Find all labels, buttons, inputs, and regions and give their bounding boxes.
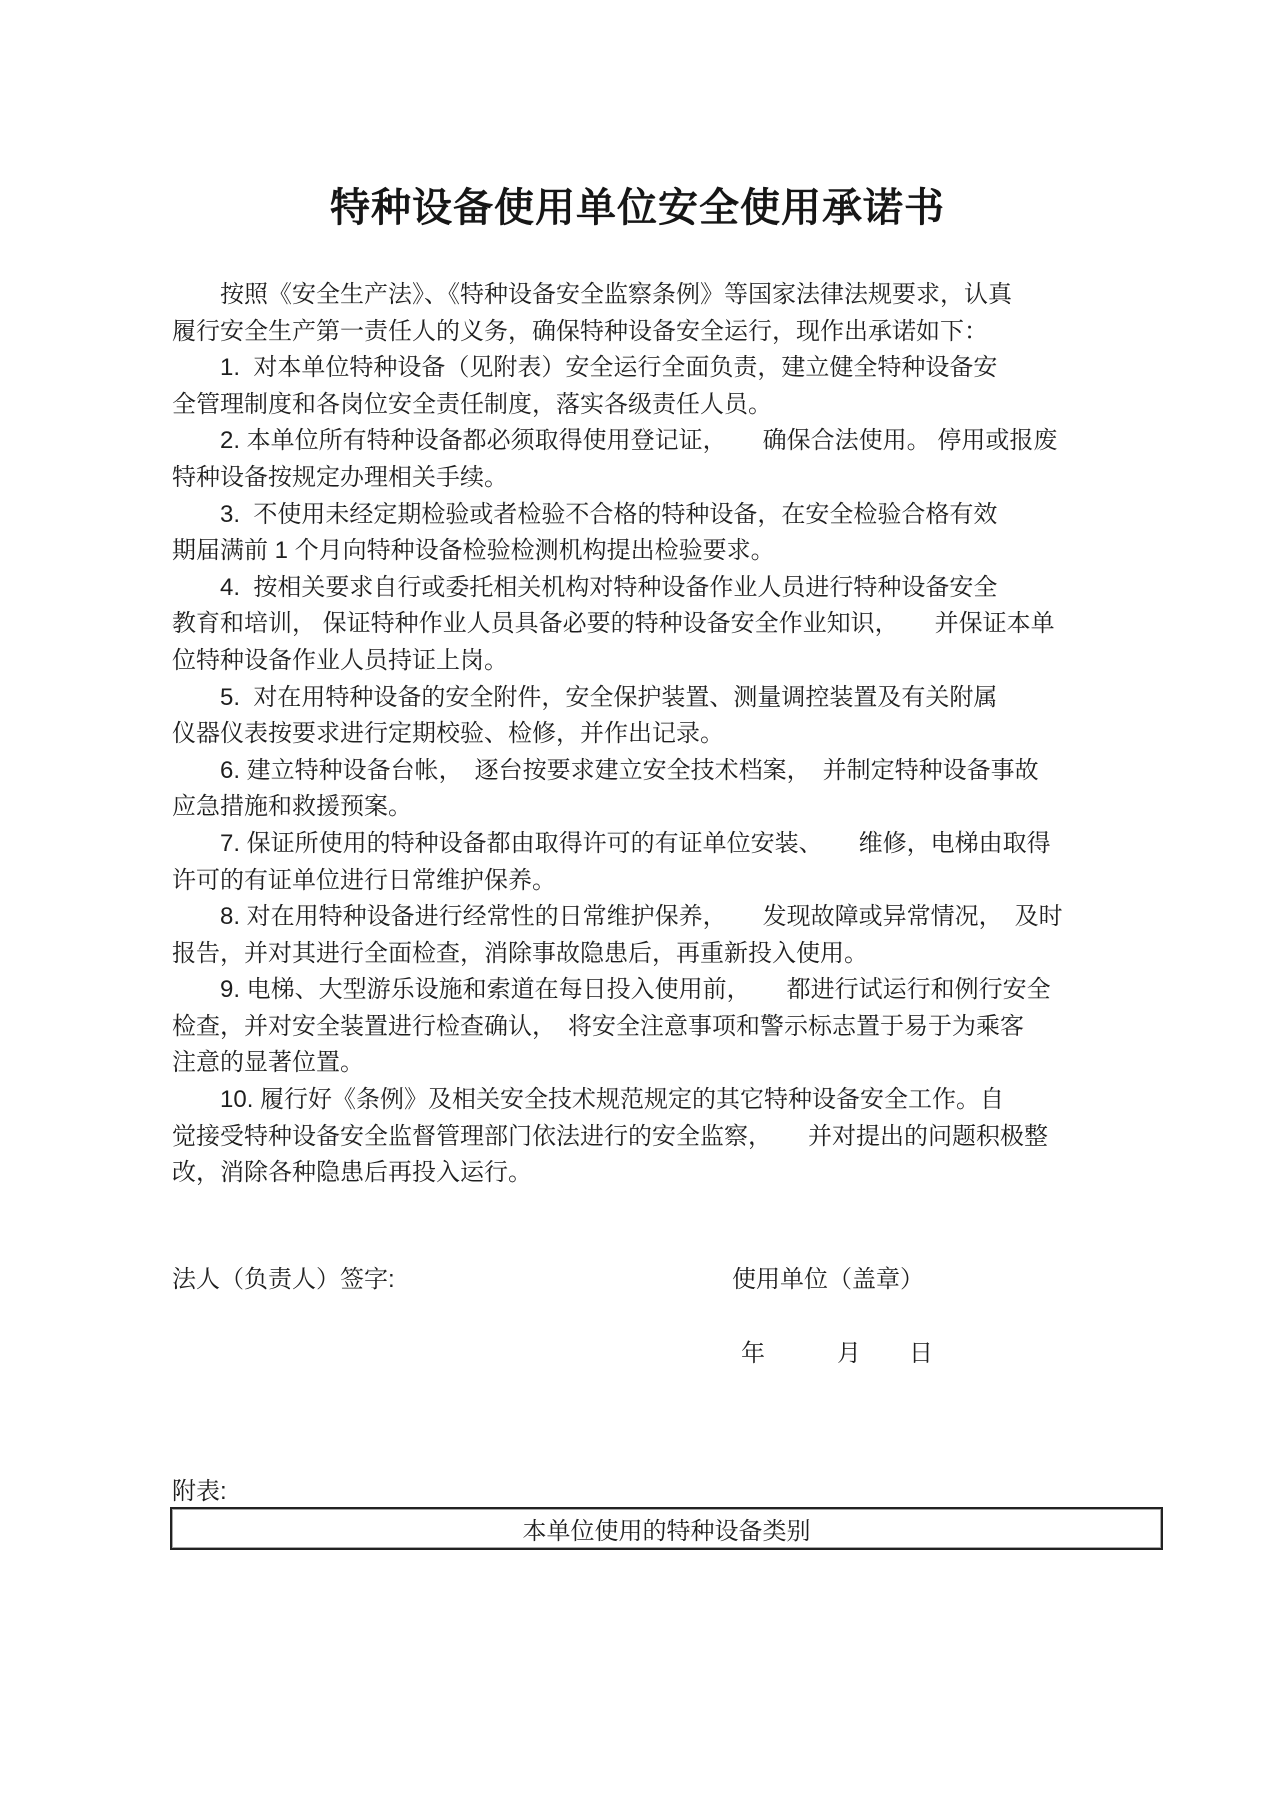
body-line: 教育和培训， 保证特种作业人员具备必要的特种设备安全作业知识， 并保证本单 — [172, 610, 1055, 638]
body-line: 履行安全生产第一责任人的义务，确保特种设备安全运行，现作出承诺如下： — [172, 317, 988, 345]
body-line: 仪器仪表按要求进行定期校验、检修，并作出记录。 — [172, 720, 724, 748]
body-line: 全管理制度和各岗位安全责任制度，落实各级责任人员。 — [172, 390, 772, 418]
document-body — [172, 277, 1162, 1192]
body-line: 4. 按相关要求自行或委托相关机构对特种设备作业人员进行特种设备安全 — [172, 573, 998, 601]
unit-seal-label: 使用单位（盖章） — [732, 1266, 924, 1293]
body-line: 2. 本单位所有特种设备都必须取得使用登记证， 确保合法使用。 停用或报废 — [172, 427, 1058, 455]
body-line: 10. 履行好《条例》及相关安全技术规范规定的其它特种设备安全工作。自 — [172, 1086, 1005, 1114]
body-line: 7. 保证所使用的特种设备都由取得许可的有证单位安装、 维修，电梯由取得 — [172, 829, 1051, 857]
body-line: 应急措施和救援预案。 — [172, 793, 412, 821]
body-line: 3. 不使用未经定期检验或者检验不合格的特种设备，在安全检验合格有效 — [172, 500, 998, 528]
body-line: 改，消除各种隐患后再投入运行。 — [172, 1159, 532, 1187]
body-line: 检查，并对安全装置进行检查确认， 将安全注意事项和警示标志置于易于为乘客 — [172, 1012, 1024, 1040]
body-line: 报告，并对其进行全面检查，消除事故隐患后，再重新投入使用。 — [172, 939, 868, 967]
body-line: 1. 对本单位特种设备（见附表）安全运行全面负责，建立健全特种设备安 — [172, 354, 998, 382]
document-title: 特种设备使用单位安全使用承诺书 — [330, 186, 945, 230]
body-line: 许可的有证单位进行日常维护保养。 — [172, 866, 556, 894]
body-line: 5. 对在用特种设备的安全附件，安全保护装置、测量调控装置及有关附属 — [172, 683, 998, 711]
body-line: 觉接受特种设备安全监督管理部门依法进行的安全监察， 并对提出的问题积极整 — [172, 1122, 1048, 1150]
legal-person-signature-label: 法人（负责人）签字: — [172, 1266, 395, 1293]
body-line: 特种设备按规定办理相关手续。 — [172, 463, 508, 491]
body-line: 位特种设备作业人员持证上岗。 — [172, 646, 508, 674]
attachment-table-title: 本单位使用的特种设备类别 — [522, 1518, 811, 1545]
body-line: 按照《安全生产法》、《特种设备安全监察条例》等国家法律法规要求，认真 — [172, 281, 1012, 308]
attachment-table — [170, 1507, 1163, 1550]
date-line: 年 月 日 — [741, 1340, 933, 1367]
body-line: 8. 对在用特种设备进行经常性的日常维护保养， 发现故障或异常情况， 及时 — [172, 903, 1063, 931]
body-line: 9. 电梯、大型游乐设施和索道在每日投入使用前， 都进行试运行和例行安全 — [172, 976, 1051, 1004]
body-line: 期届满前 1 个月向特种设备检验检测机构提出检验要求。 — [172, 537, 775, 565]
body-line: 6. 建立特种设备台帐， 逐台按要求建立安全技术档案， 并制定特种设备事故 — [172, 756, 1039, 784]
attachment-label: 附表: — [172, 1478, 227, 1505]
body-line: 注意的显著位置。 — [172, 1049, 364, 1077]
